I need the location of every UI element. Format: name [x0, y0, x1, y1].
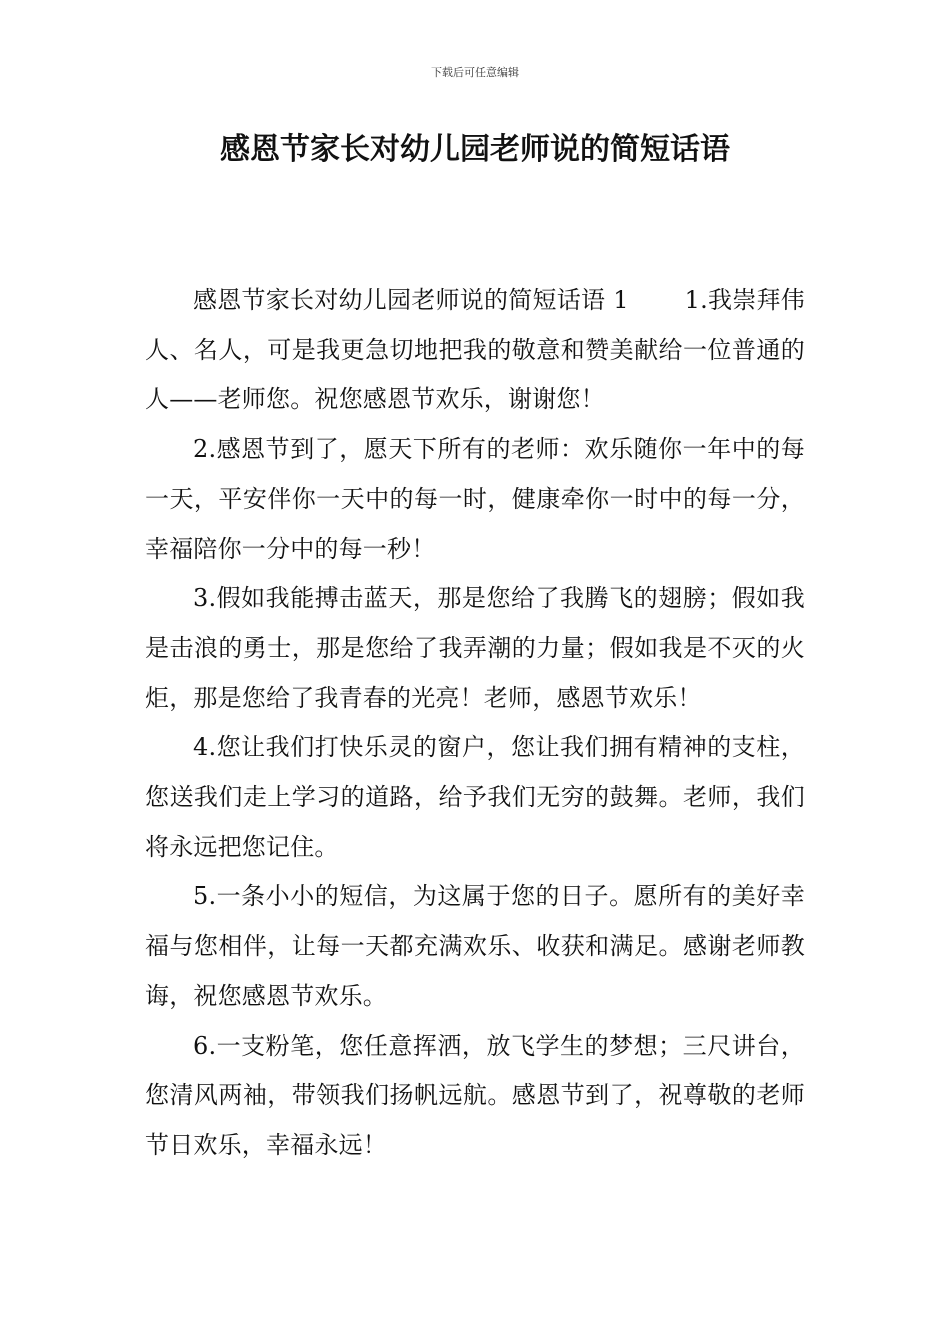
- paragraph-2: 2.感恩节到了，愿天下所有的老师：欢乐随你一年中的每一天，平安伴你一天中的每一时，健康牵你一时中的每一分，幸福陪你一分中的每一秒！: [145, 435, 805, 563]
- document-title: 感恩节家长对幼儿园老师说的简短话语: [220, 132, 730, 167]
- paragraph-6: 6.一支粉笔，您任意挥洒，放飞学生的梦想；三尺讲台，您清风两袖，带领我们扬帆远航。感恩节到了，祝尊敬的老师节日欢乐，幸福永远！: [145, 1031, 805, 1159]
- document-body: [145, 276, 805, 1171]
- paragraph-5: 5.一条小小的短信，为这属于您的日子。愿所有的美好幸福与您相伴，让每一天都充满欢乐、收获和满足。感谢老师教诲，祝您感恩节欢乐。: [145, 882, 805, 1010]
- paragraph-1: [145, 276, 805, 425]
- paragraph-3: 3.假如我能搏击蓝天，那是您给了我腾飞的翅膀；假如我是击浪的勇士，那是您给了我弄潮的力量；假如我是不灭的火炬，那是您给了我青春的光亮！老师，感恩节欢乐！: [145, 584, 805, 712]
- paragraph-4: 4.您让我们打快乐灵的窗户，您让我们拥有精神的支柱，您送我们走上学习的道路，给予我们无穷的鼓舞。老师，我们将永远把您记住。: [145, 733, 805, 861]
- section-heading: 感恩节家长对幼儿园老师说的简短话语 1: [193, 286, 629, 314]
- paragraph-1-text: 1.我崇拜伟人、名人，可是我更急切地把我的敬意和赞美献给一位普通的人——老师您。祝您感恩节欢乐，谢谢您！: [145, 286, 805, 414]
- header-note: 下载后可任意编辑: [431, 66, 519, 79]
